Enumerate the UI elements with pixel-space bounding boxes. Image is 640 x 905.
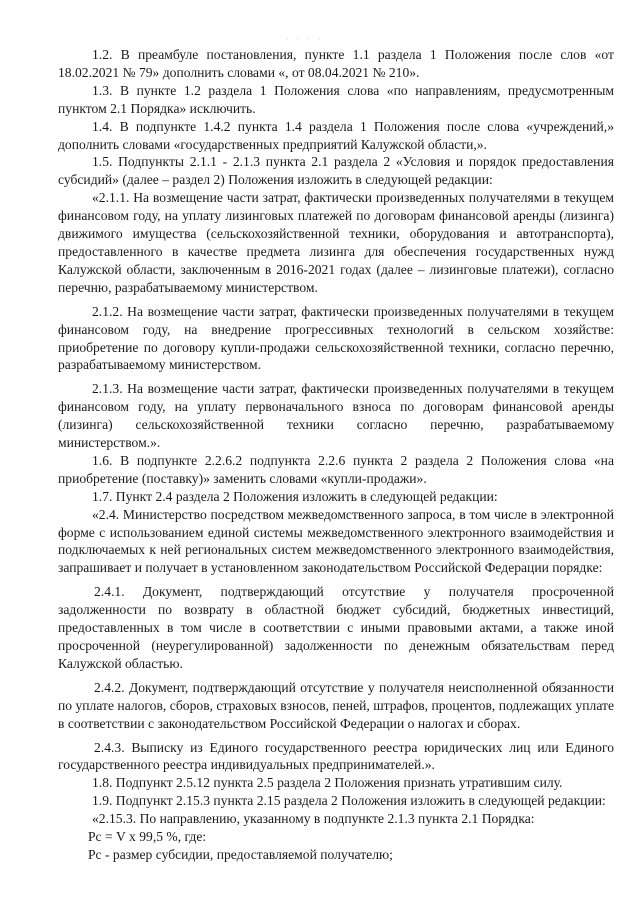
document-body: [58, 46, 614, 864]
paragraph-2-4-3: 2.4.3. Выписку из Единого государственного реестра юридических лиц или Единого государственного реестра индивидуальных предпринимателей.».: [58, 739, 614, 773]
paragraph-1-4: 1.4. В подпункте 1.4.2 пункта 1.4 раздела 1 Положения после слова «учреждений,» дополнить словами «государственных предприятий Калужской области,».: [58, 118, 614, 152]
paragraph-2-1-3: 2.1.3. На возмещение части затрат, фактически произведенных получателями в текущем финансовом году, на уплату первоначального взноса по договорам финансовой аренды (лизинга) сельскохозяйственной техники согласно перечню, разрабатываемому министерством.».: [58, 381, 614, 451]
paragraph-2-4: «2.4. Министерство посредством межведомственного запроса, в том числе в электронной форме с использованием единой системы межведомственного электронного взаимодействия и подключаемых к ней региональных систем межведомственного электронного взаимодействия, запрашивает и получает в установленном законодательством Российской Федерации порядке:: [58, 506, 614, 576]
paragraph-1-5: 1.5. Подпункты 2.1.1 - 2.1.3 пункта 2.1 раздела 2 «Условия и порядок предоставления субсидий» (далее – раздел 2) Положения изложить в следующей редакции:: [58, 154, 614, 188]
paragraph-1-6: 1.6. В подпункте 2.2.6.2 подпункта 2.2.6 пункта 2 раздела 2 Положения слова «на приобретение (поставку)» заменить словами «купли-продажи».: [58, 452, 614, 486]
paragraph-1-3: 1.3. В пункте 1.2 раздела 1 Положения слова «по направлениям, предусмотренным пунктом 2.1 Порядка» исключить.: [58, 82, 614, 116]
paragraph-1-7: 1.7. Пункт 2.4 раздела 2 Положения изложить в следующей редакции:: [92, 488, 498, 504]
paragraph-2-4-2: 2.4.2. Документ, подтверждающий отсутствие у получателя неисполненной обязанности по уплате налогов, сборов, страховых взносов, пеней, штрафов, процентов, подлежащих уплате в соответствии с законодательством Российской Федерации о налогах и сборах.: [58, 679, 614, 731]
formula-line: Рс = V х 99,5 %, где:: [88, 829, 207, 845]
paragraph-1-2: 1.2. В преамбуле постановления, пункте 1.1 раздела 1 Положения после слов «от 18.02.2021 № 79» дополнить словами «, от 08.04.2021 № 210».: [58, 47, 614, 80]
paragraph-1-9: 1.9. Подпункт 2.15.3 пункта 2.15 раздела 2 Положения изложить в следующей редакции:: [92, 793, 606, 809]
paragraph-2-1-1: «2.1.1. На возмещение части затрат, фактически произведенных получателями в текущем финансовом году, на уплату лизинговых платежей по договорам финансовой аренды (лизинга) движимого имущества (сельскохозяйственной техники, оборудования и автотранспорта), предоставленного в качестве предмета лизинга для обеспечения государственных нужд Калужской области, заключенным в 2016-2021 годах (далее – лизинговые платежи), согласно перечню, разрабатываемому министерством.: [58, 190, 614, 295]
paragraph-1-8: 1.8. Подпункт 2.5.12 пункта 2.5 раздела 2 Положения признать утратившим силу.: [92, 775, 563, 791]
formula-definition: Рс - размер субсидии, предоставляемой получателю;: [88, 846, 393, 862]
paragraph-2-15-3: «2.15.3. По направлению, указанному в подпункте 2.1.3 пункта 2.1 Порядка:: [92, 811, 535, 827]
paragraph-2-1-2: 2.1.2. На возмещение части затрат, фактически произведенных получателями в текущем финансовом году, на внедрение прогрессивных технологий в сельском хозяйстве: приобретение по договору купли-продажи сельскохозяйственной техники, согласно перечню, разрабатываемому министерством.: [58, 303, 614, 373]
page-header-marks: · · · ·: [286, 35, 324, 44]
paragraph-2-4-1: 2.4.1. Документ, подтверждающий отсутствие у получателя просроченной задолженности по возврату в областной бюджет субсидий, бюджетных инвестиций, предоставленных в том числе в соответствии с иными правовыми актами, а также иной просроченной (неурегулированной) задолженности по денежным обязательствам перед Калужской областью.: [58, 584, 614, 671]
